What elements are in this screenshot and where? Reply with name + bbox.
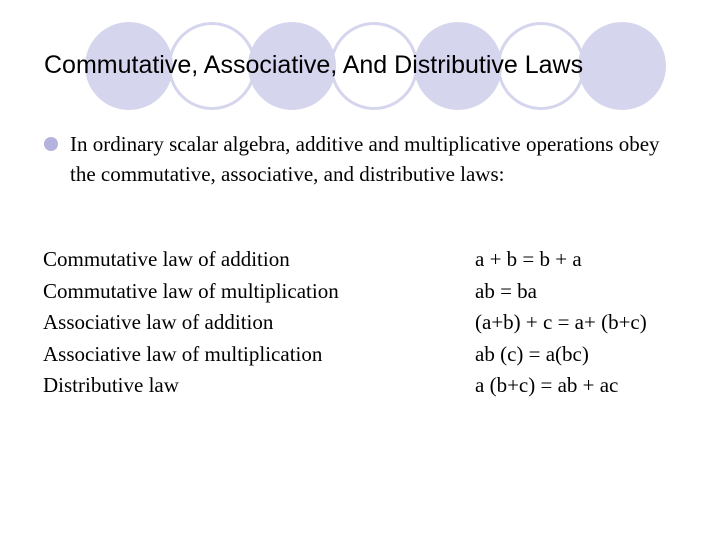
- law-name: Associative law of multiplication: [43, 341, 323, 366]
- law-formula: a + b = b + a: [475, 247, 582, 271]
- bullet-item: [44, 129, 684, 189]
- law-formula: a (b+c) = ab + ac: [475, 373, 619, 397]
- bullet-text: In ordinary scalar algebra, additive and multiplicative operations obey the commutative, associative, and distributive laws:: [70, 132, 660, 186]
- bullet-dot-icon: [44, 137, 58, 151]
- law-row: [43, 370, 703, 402]
- law-row: [43, 307, 703, 339]
- law-name: Distributive law: [43, 373, 179, 397]
- law-name: Commutative law of addition: [43, 247, 290, 271]
- law-formula: (a+b) + c = a+ (b+c): [475, 310, 647, 334]
- law-name: Commutative law of multiplication: [43, 278, 339, 303]
- law-row: [43, 244, 703, 276]
- law-formula: ab = ba: [475, 278, 537, 303]
- slide-title: Commutative, Associative, And Distributive Laws: [44, 51, 584, 79]
- laws-table: [43, 244, 703, 402]
- law-row: [43, 339, 703, 371]
- law-formula: ab (c) = a(bc): [475, 341, 589, 366]
- law-name: Associative law of addition: [43, 310, 274, 334]
- law-row: [43, 276, 703, 308]
